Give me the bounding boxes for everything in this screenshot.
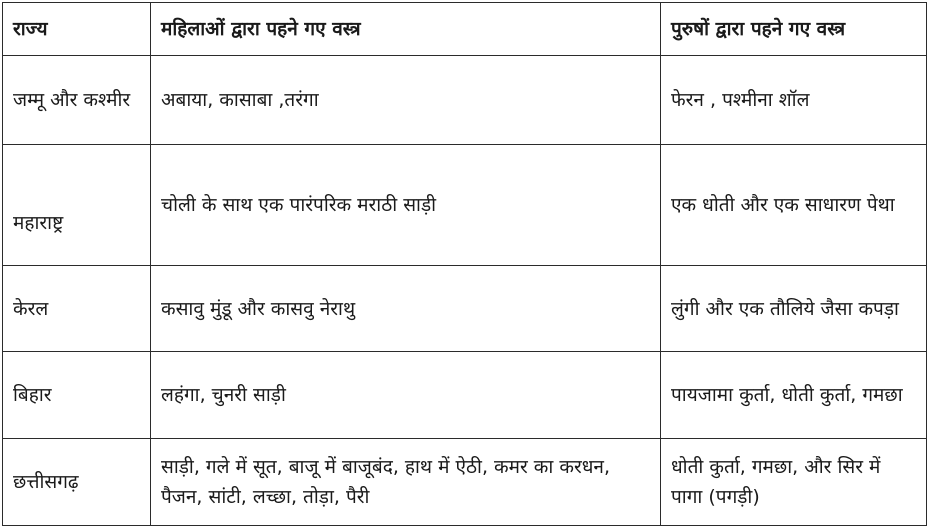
header-men-clothing: पुरुषों द्वारा पहने गए वस्त्र <box>661 3 927 56</box>
cell-men-clothing: धोती कुर्ता, गमछा, और सिर में पागा (पगड़ी) <box>661 439 927 526</box>
clothing-table <box>2 2 927 526</box>
cell-state: जम्मू और कश्मीर <box>3 56 151 145</box>
table-row <box>3 352 927 439</box>
cell-men-clothing: लुंगी और एक तौलिये जैसा कपड़ा <box>661 266 927 352</box>
table-row <box>3 145 927 266</box>
table-row <box>3 439 927 526</box>
cell-women-clothing: लहंगा, चुनरी साड़ी <box>151 352 661 439</box>
table-header <box>3 3 927 56</box>
cell-state: बिहार <box>3 352 151 439</box>
cell-state: महाराष्ट्र <box>3 145 151 266</box>
cell-men-clothing: एक धोती और एक साधारण पेथा <box>661 145 927 266</box>
cell-state: केरल <box>3 266 151 352</box>
cell-men-clothing: पायजामा कुर्ता, धोती कुर्ता, गमछा <box>661 352 927 439</box>
cell-state: छत्तीसगढ़ <box>3 439 151 526</box>
cell-women-clothing: कसावु मुंडू और कासवु नेराथु <box>151 266 661 352</box>
header-women-clothing: महिलाओं द्वारा पहने गए वस्त्र <box>151 3 661 56</box>
table-body <box>3 56 927 526</box>
cell-men-clothing: फेरन , पश्मीना शॉल <box>661 56 927 145</box>
header-row <box>3 3 927 56</box>
cell-women-clothing: अबाया, कासाबा ,तरंगा <box>151 56 661 145</box>
cell-women-clothing: चोली के साथ एक पारंपरिक मराठी साड़ी <box>151 145 661 266</box>
header-state: राज्य <box>3 3 151 56</box>
table-row <box>3 266 927 352</box>
table-row <box>3 56 927 145</box>
cell-women-clothing: साड़ी, गले में सूत, बाजू में बाजूबंद, हाथ में ऐठी, कमर का करधन, पैजन, सांटी, लच्छा, तोड़ा, पैरी <box>151 439 661 526</box>
